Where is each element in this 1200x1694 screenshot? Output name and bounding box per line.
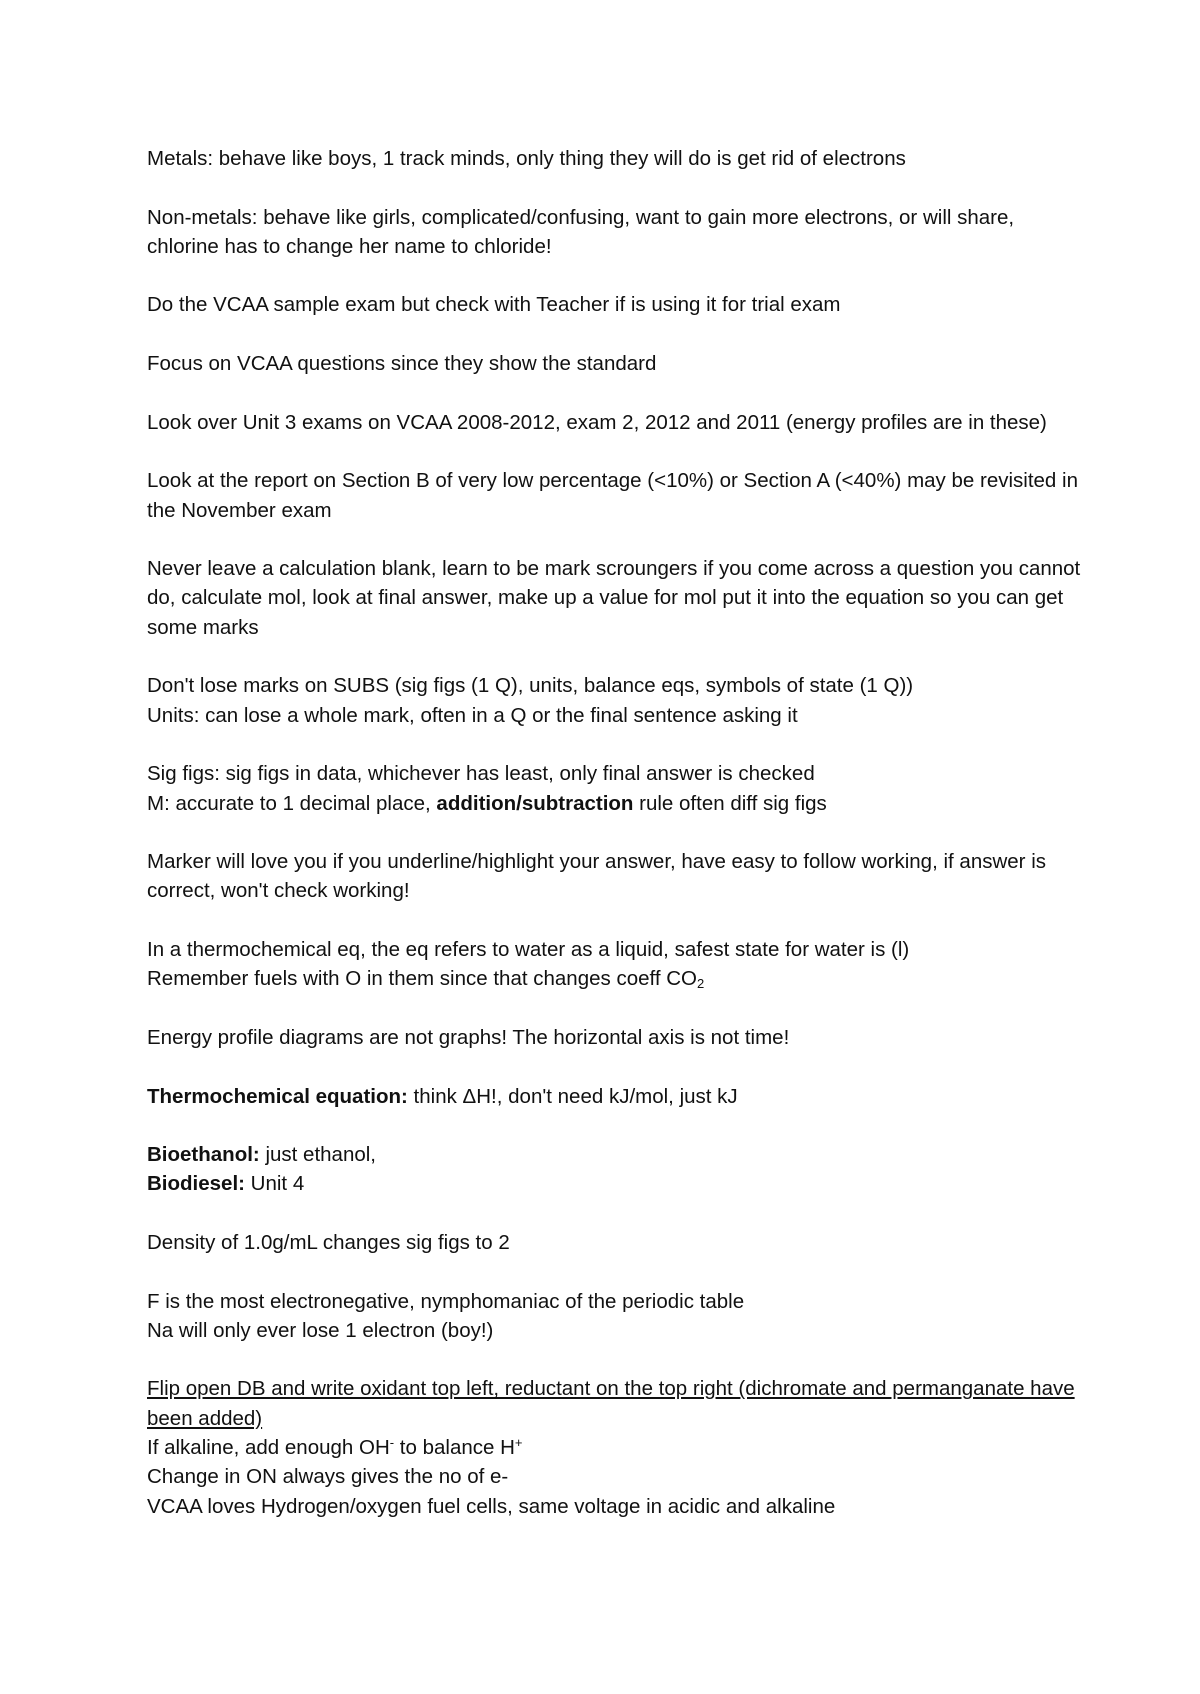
note-sig-figs-bold-rule: addition/subtraction <box>436 791 634 815</box>
note-redox-line-3: Change in ON always gives the no of e- <box>147 1465 509 1489</box>
note-vcaa-sample-exam-text: Do the VCAA sample exam but check with Teacher if is using it for trial exam <box>147 293 841 317</box>
note-energy-profile <box>147 1023 1087 1052</box>
oh-superscript: - <box>389 1435 395 1451</box>
note-vcaa-questions-text: Focus on VCAA questions since they show the standard <box>147 352 657 376</box>
note-energy-profile-text: Energy profile diagrams are not graphs! The horizontal axis is not time! <box>147 1025 790 1049</box>
note-thermochemical-water <box>147 935 1087 994</box>
note-marker <box>147 847 1087 906</box>
note-thermochemical-water-line-2 <box>147 964 1087 993</box>
note-bioethanol-text: just ethanol, <box>259 1143 376 1167</box>
note-subs-line-2: Units: can lose a whole mark, often in a Q or the final sentence asking it <box>147 703 798 727</box>
note-sig-figs-line-2 <box>147 789 1087 818</box>
note-electronegativity-line-2: Na will only ever lose 1 electron (boy!) <box>147 1318 494 1342</box>
note-biodiesel-text: Unit 4 <box>244 1172 305 1196</box>
note-redox-line-2 <box>147 1433 1087 1462</box>
note-redox-underlined: Flip open DB and write oxidant top left, reductant on the top right (dichromate and permanganate have been added) <box>147 1377 1075 1430</box>
note-density-text: Density of 1.0g/mL changes sig figs to 2 <box>147 1230 510 1254</box>
note-biodiesel-heading: Biodiesel: <box>147 1172 245 1196</box>
note-redox-line-4: VCAA loves Hydrogen/oxygen fuel cells, same voltage in acidic and alkaline <box>147 1494 836 1518</box>
note-balance-text: to balance H <box>394 1436 515 1460</box>
note-unit3-exams-text: Look over Unit 3 exams on VCAA 2008-2012, exam 2, 2012 and 2011 (energy profiles are in these) <box>147 410 1047 434</box>
note-biofuels <box>147 1140 1087 1199</box>
note-electronegativity-line-1: F is the most electronegative, nymphomaniac of the periodic table <box>147 1289 745 1313</box>
note-alkaline-text: If alkaline, add enough OH <box>147 1436 390 1460</box>
note-sig-figs-line-1: Sig figs: sig figs in data, whichever has least, only final answer is checked <box>147 762 815 786</box>
note-electronegativity <box>147 1287 1087 1346</box>
note-calculation-blank-text: Never leave a calculation blank, learn to be mark scroungers if you come across a question you cannot do, calculate mol, look at final answer, make up a value for mol put it into the equation so you can get some marks <box>147 557 1081 639</box>
note-redox <box>147 1374 1087 1520</box>
note-vcaa-sample-exam <box>147 290 1087 319</box>
note-unit3-exams <box>147 408 1087 437</box>
h-superscript: + <box>514 1435 523 1451</box>
note-biodiesel <box>147 1169 1087 1198</box>
note-exam-report-text: Look at the report on Section B of very low percentage (<10%) or Section A (<40%) may be revisited in the November exam <box>147 469 1078 522</box>
note-bioethanol-heading: Bioethanol: <box>147 1143 260 1167</box>
note-thermochemical-equation-text: think ΔH!, don't need kJ/mol, just kJ <box>407 1084 738 1108</box>
note-metals <box>147 144 1087 173</box>
co2-subscript: 2 <box>696 976 705 992</box>
note-sig-figs-line-2-end: rule often diff sig figs <box>633 791 827 815</box>
note-thermochemical-equation-heading: Thermochemical equation: <box>147 1084 408 1108</box>
note-fuels-text: Remember fuels with O in them since that changes coeff CO <box>147 967 697 991</box>
note-marker-text: Marker will love you if you underline/highlight your answer, have easy to follow working, if answer is correct, won't check working! <box>147 850 1047 903</box>
document-page <box>147 144 1087 1521</box>
note-bioethanol <box>147 1140 1087 1169</box>
note-subs <box>147 671 1087 730</box>
note-thermochemical-equation <box>147 1082 1087 1111</box>
note-metals-text: Metals: behave like boys, 1 track minds, only thing they will do is get rid of electrons <box>147 147 906 170</box>
note-exam-report <box>147 466 1087 525</box>
note-density <box>147 1228 1087 1257</box>
note-vcaa-questions <box>147 349 1087 378</box>
note-calculation-blank <box>147 554 1087 642</box>
note-subs-line-1: Don't lose marks on SUBS (sig figs (1 Q), units, balance eqs, symbols of state (1 Q)) <box>147 674 914 698</box>
note-thermochemical-water-line-1: In a thermochemical eq, the eq refers to water as a liquid, safest state for water is (l) <box>147 938 910 962</box>
note-sig-figs <box>147 759 1087 818</box>
note-non-metals-text: Non-metals: behave like girls, complicated/confusing, want to gain more electrons, or will share, chlorine has to change her name to chloride! <box>147 205 1015 258</box>
note-sig-figs-line-2-start: M: accurate to 1 decimal place, <box>147 791 437 815</box>
note-non-metals <box>147 203 1087 262</box>
